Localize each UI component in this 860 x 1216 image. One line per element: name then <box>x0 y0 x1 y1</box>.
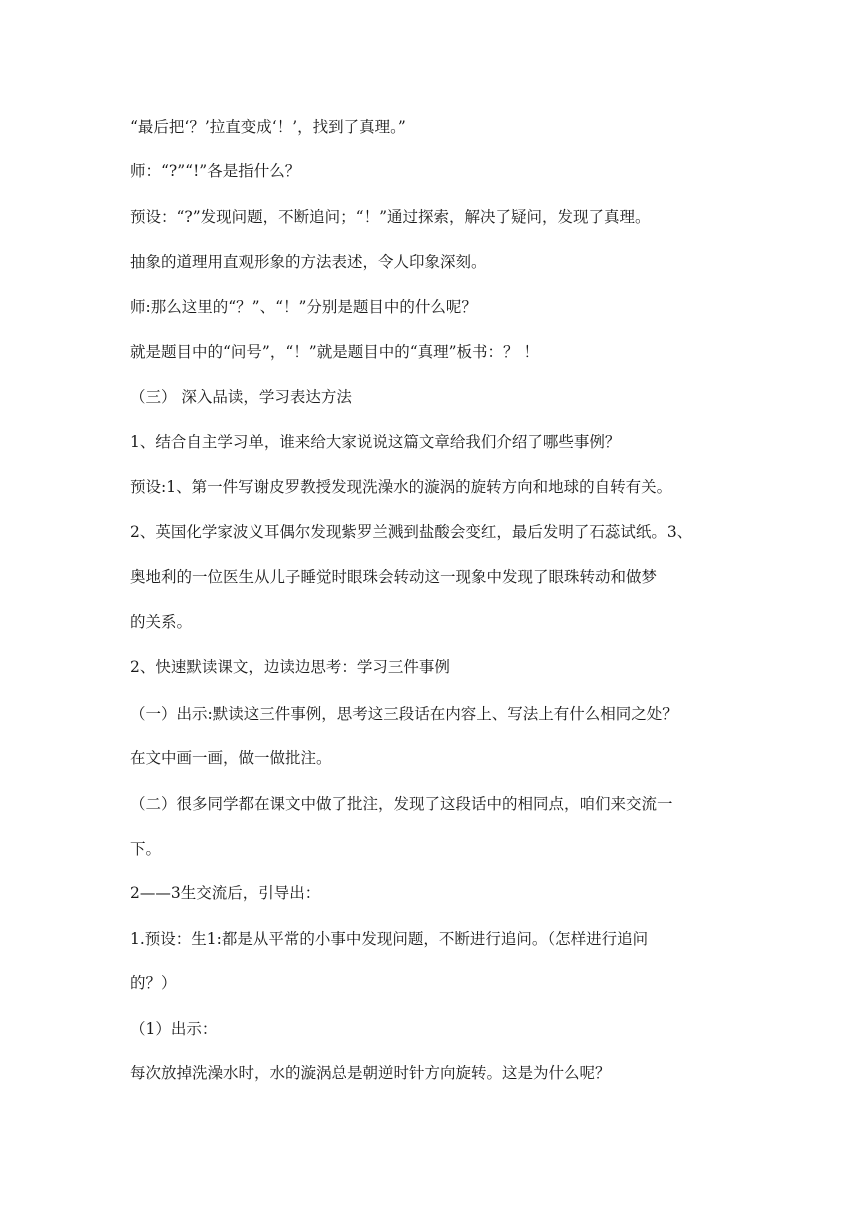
text-line: 就是题目中的“问号”，“！”就是题目中的“真理”板书：？ ！ <box>130 343 539 361</box>
text-line: 师：“?”“!”各是指什么？ <box>130 162 301 180</box>
text-line: 奥地利的一位医生从儿子睡觉时眼珠会转动这一现象中发现了眼珠转动和做梦 <box>130 568 658 586</box>
text-line: 1、结合自主学习单，谁来给大家说说这篇文章给我们介绍了哪些事例？ <box>130 433 621 451</box>
text-line: （1）出示： <box>130 1020 218 1038</box>
text-line: 预设:1、第一件写谢皮罗教授发现洗澡水的漩涡的旋转方向和地球的自转有关。 <box>130 478 673 496</box>
section-heading: （三） 深入品读，学习表达方法 <box>130 388 352 406</box>
text-line: 2、英国化学家波义耳偶尔发现紫罗兰溅到盐酸会变红，最后发明了石蕊试纸。3、 <box>130 523 693 541</box>
text-line: 抽象的道理用直观形象的方法表述，令人印象深刻。 <box>130 253 487 271</box>
text-line: 2——3生交流后，引导出： <box>130 884 321 902</box>
text-line: 在文中画一画，做一做批注。 <box>130 749 332 767</box>
text-line: 下。 <box>130 840 162 858</box>
text-line: （一）出示:默读这三件事例，思考这三段话在内容上、写法上有什么相同之处？ <box>130 705 678 723</box>
text-line: 的关系。 <box>130 613 193 631</box>
text-line: “最后把‘？’拉直变成‘！’，找到了真理。” <box>130 118 406 136</box>
text-line: 每次放掉洗澡水时，水的漩涡总是朝逆时针方向旋转。这是为什么呢？ <box>130 1064 611 1082</box>
text-line: 预设：“?”发现问题，不断追问；“！”通过探索，解决了疑问，发现了真理。 <box>130 208 651 226</box>
text-line: （二）很多同学都在课文中做了批注，发现了这段话中的相同点，咱们来交流一 <box>130 795 673 813</box>
text-line: 1.预设：生1:都是从平常的小事中发现问题，不断进行追问。（怎样进行追问 <box>130 930 649 948</box>
text-line: 2、快速默读课文，边读边思考：学习三件事例 <box>130 658 450 676</box>
text-line: 师:那么这里的“？”、“！”分别是题目中的什么呢？ <box>130 298 477 316</box>
text-line: 的？） <box>130 974 177 992</box>
